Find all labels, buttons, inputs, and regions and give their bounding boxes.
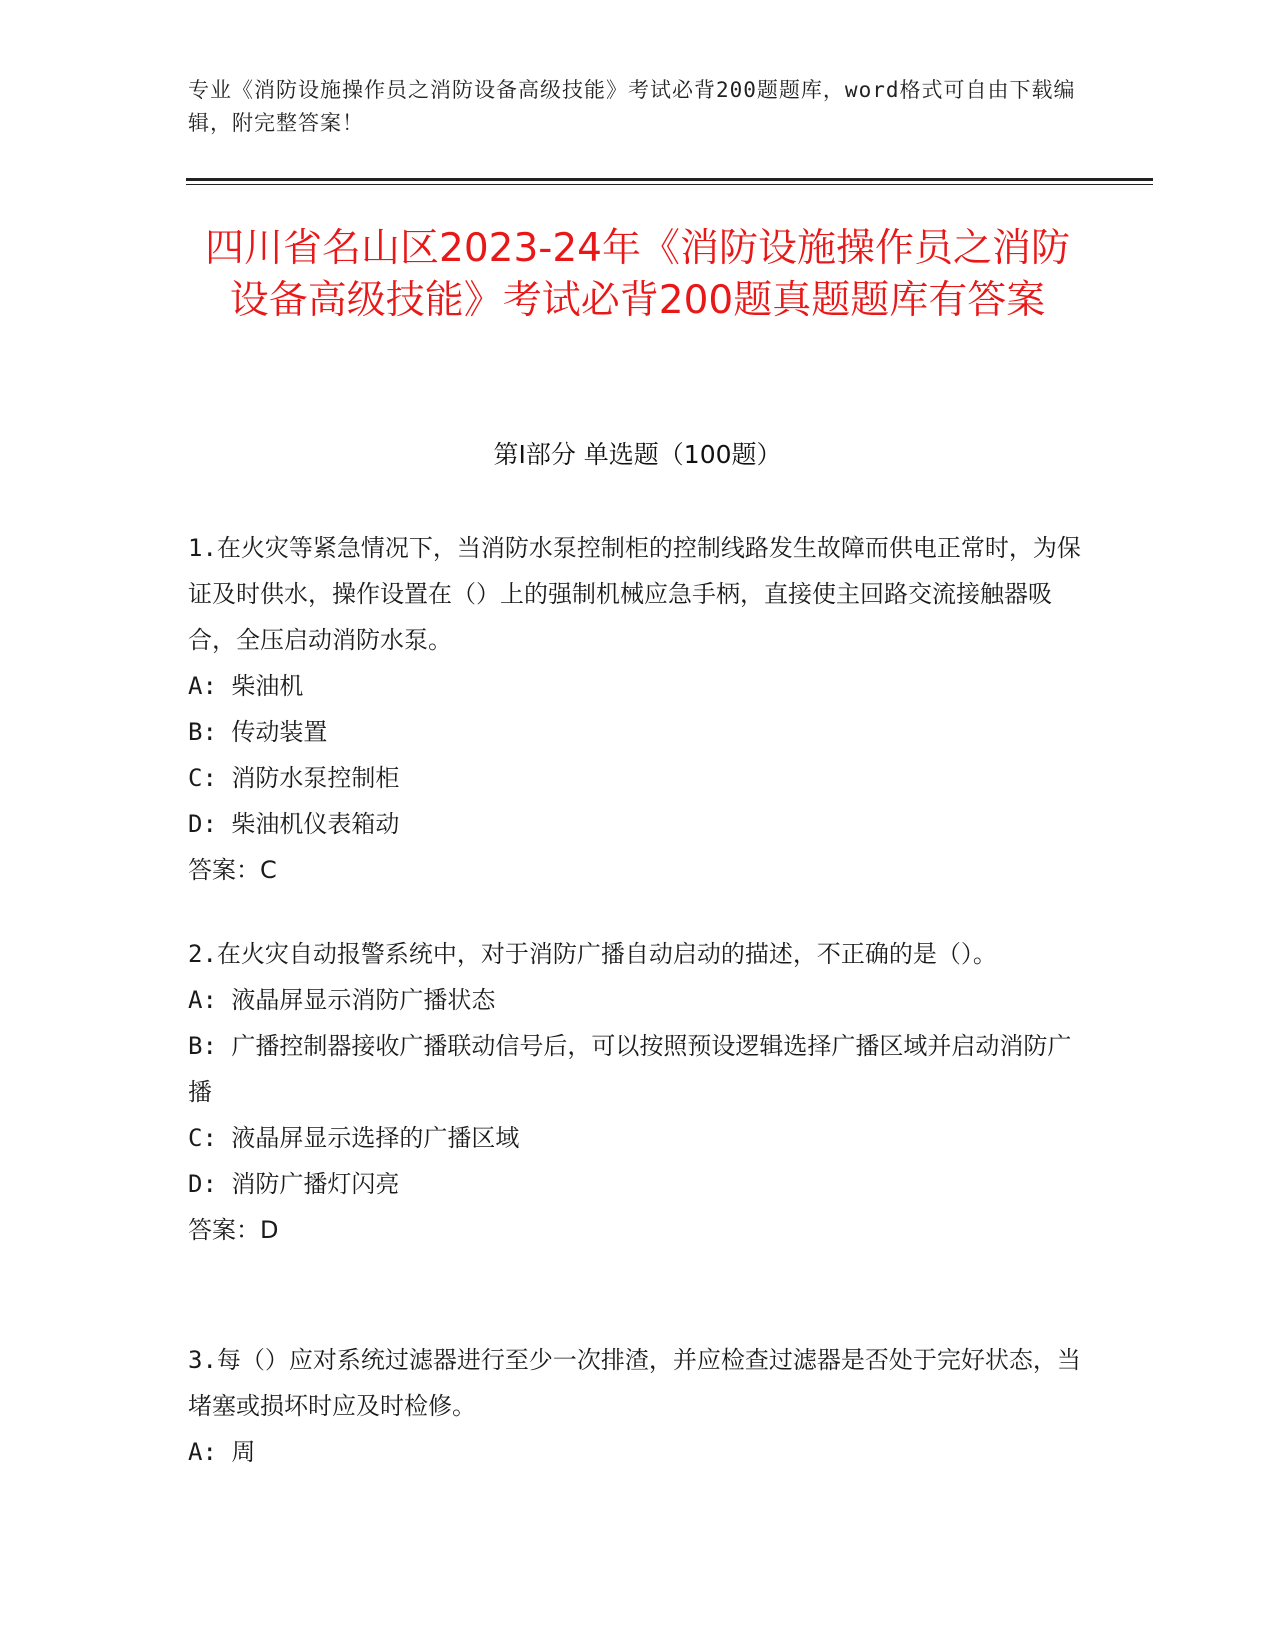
answer-line: 答案：C [188,856,277,884]
option-d: D: 柴油机仪表箱动 [188,810,400,838]
option-a: A: 柴油机 [188,672,304,700]
option-a: A: 周 [188,1438,256,1466]
question-stem: 2.在火灾自动报警系统中，对于消防广播自动启动的描述，不正确的是（）。 [188,940,997,968]
question-stem: 3.每（）应对系统过滤器进行至少一次排渣，并应检查过滤器是否处于完好状态，当堵塞或损坏时应及时检修。 [188,1346,1081,1420]
option-a: A: 液晶屏显示消防广播状态 [188,986,496,1014]
answer-line: 答案：D [188,1216,279,1244]
option-c: C: 液晶屏显示选择的广播区域 [188,1124,520,1152]
option-c: C: 消防水泵控制柜 [188,764,400,792]
section-heading: 第Ⅰ部分 单选题（100题） [493,440,782,469]
option-b: B: 传动装置 [188,718,328,746]
question-block [188,525,1088,893]
question-block [188,931,1088,1253]
question-block [188,1337,1088,1475]
header-divider-thin [186,184,1153,185]
option-d: D: 消防广播灯闪亮 [188,1170,400,1198]
header-divider-thick [186,178,1153,181]
document-title: 四川省名山区2023-24年《消防设施操作员之消防设备高级技能》考试必背200题真题题库有答案 [205,226,1070,323]
option-b: B: 广播控制器接收广播联动信号后，可以按照预设逻辑选择广播区域并启动消防广播 [188,1032,1072,1106]
question-stem: 1.在火灾等紧急情况下，当消防水泵控制柜的控制线路发生故障而供电正常时，为保证及时供水，操作设置在（）上的强制机械应急手柄，直接使主回路交流接触器吸合，全压启动消防水泵。 [188,534,1081,654]
header-note: 专业《消防设施操作员之消防设备高级技能》考试必背200题题库，word格式可自由下载编辑，附完整答案！ [188,78,1076,135]
